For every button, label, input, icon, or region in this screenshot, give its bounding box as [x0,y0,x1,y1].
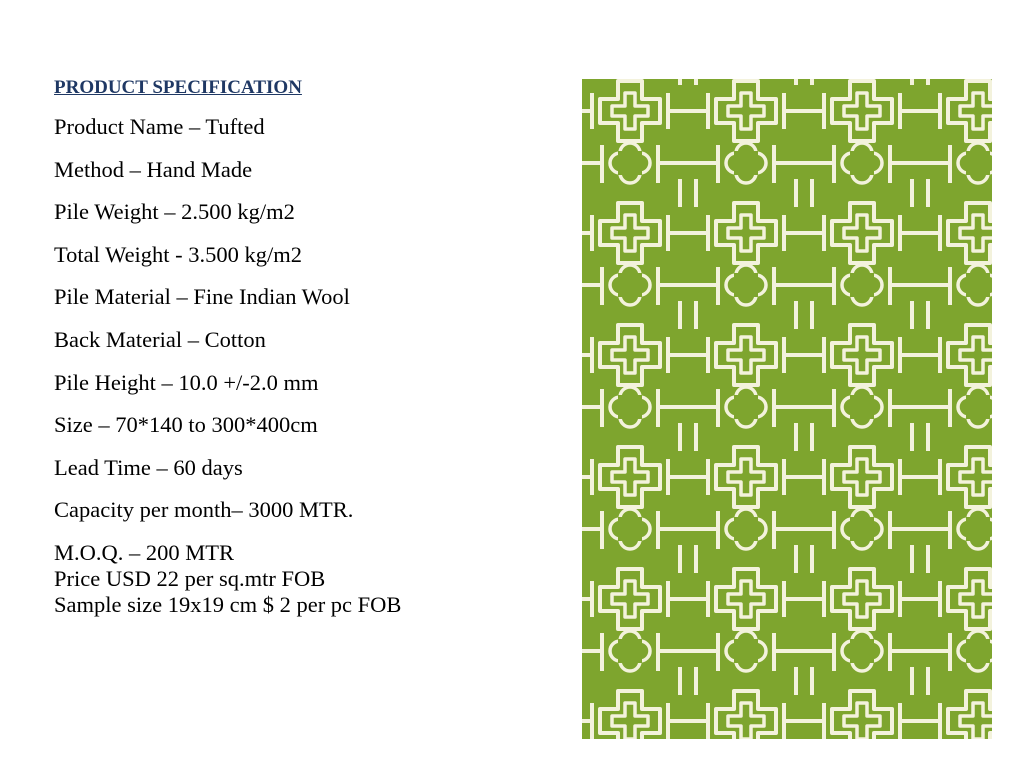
spec-capacity: Capacity per month– 3000 MTR. [54,497,354,523]
spec-pile-height: Pile Height – 10.0 +/-2.0 mm [54,369,319,395]
spec-sample-size: Sample size 19x19 cm $ 2 per pc FOB [54,591,402,617]
spec-product-name: Product Name – Tufted [54,114,265,139]
spec-method: Method – Hand Made [54,156,253,182]
product-specification [54,76,554,618]
rug-image [582,79,992,739]
spec-lead-time: Lead Time – 60 days [54,454,243,480]
spec-total-weight: Total Weight - 3.500 kg/m2 [54,241,303,267]
spec-price: Price USD 22 per sq.mtr FOB [54,565,326,591]
spec-heading: PRODUCT SPECIFICATION [54,77,302,98]
spec-size: Size – 70*140 to 300*400cm [54,412,318,438]
spec-back-material: Back Material – Cotton [54,326,266,352]
spec-moq: M.O.Q. – 200 MTR [54,539,235,565]
rug-pattern [582,79,992,739]
spec-pile-weight: Pile Weight – 2.500 kg/m2 [54,199,295,225]
spec-pile-material: Pile Material – Fine Indian Wool [54,284,350,310]
